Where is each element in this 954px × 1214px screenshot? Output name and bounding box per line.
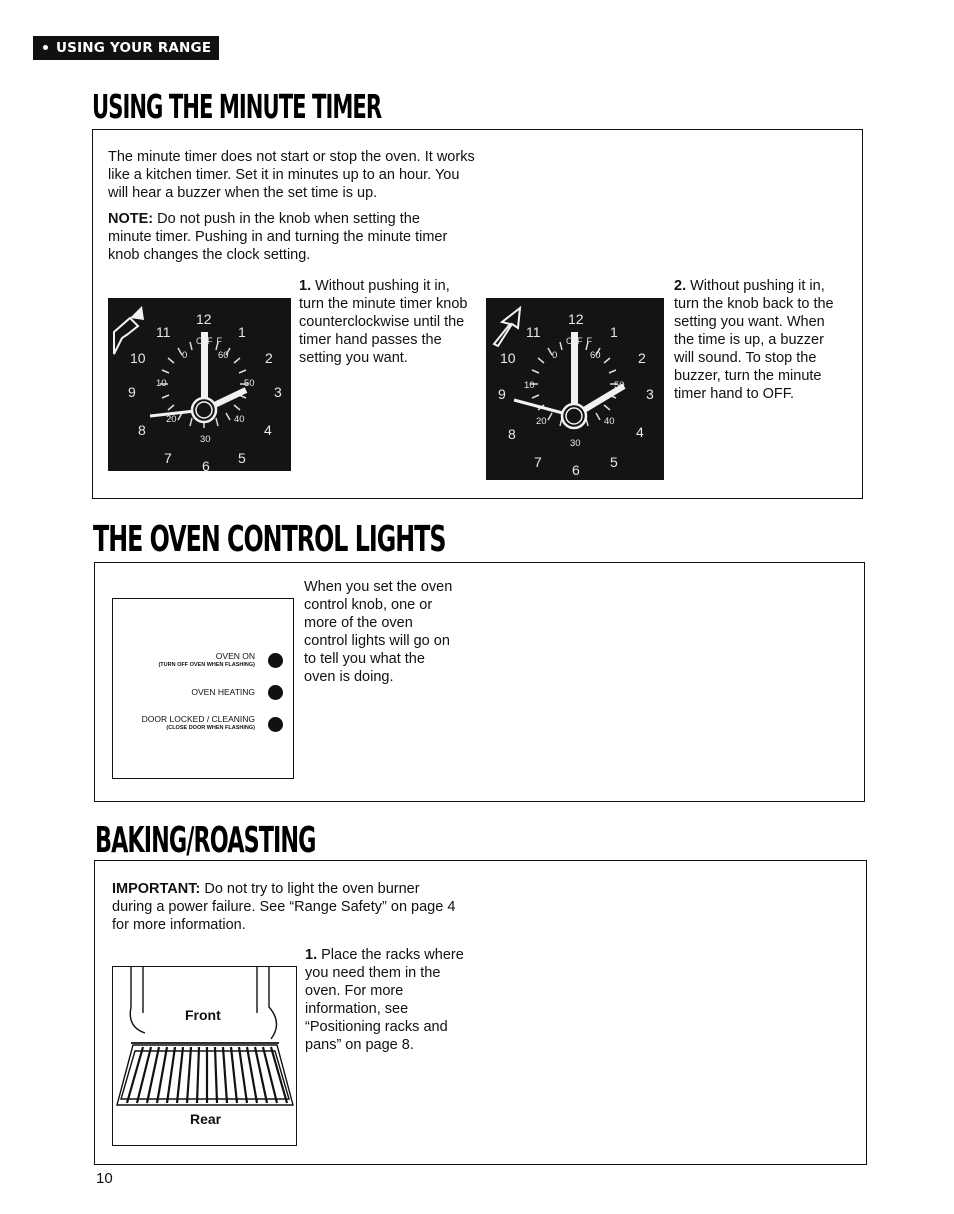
dial-hour-9: 9 <box>128 384 136 400</box>
oven-rack-image <box>112 966 297 1146</box>
dial-hour-1: 1 <box>610 324 618 340</box>
dial-hour-8: 8 <box>508 426 516 442</box>
baking-important <box>112 880 457 934</box>
dial-minute-50: 50 <box>244 378 255 389</box>
dial-minute-0: 0 <box>182 350 188 361</box>
light-sub-oven-on: (TURN OFF OVEN WHEN FLASHING) <box>158 662 255 668</box>
timer-step-2 <box>486 277 838 487</box>
dial-hour-5: 5 <box>238 450 246 466</box>
oven-on-indicator-icon <box>268 653 283 668</box>
baking-step-1 <box>112 946 477 1151</box>
step-2-text: Without pushing it in, turn the knob back to the setting you want. When the time is up, a buzzer will sound. To stop the buzzer, turn the minute timer hand to OFF. <box>674 278 834 402</box>
dial-hour-5: 5 <box>610 454 618 470</box>
dial-hour-3: 3 <box>274 384 282 400</box>
note-text: Do not push in the knob when setting the minute timer. Pushing in and turning the minute timer knob changes the clock setting. <box>108 211 448 263</box>
light-label-oven-heating: OVEN HEATING <box>191 687 255 697</box>
dial-minute-60: 60 <box>218 350 229 361</box>
dial-hour-10: 10 <box>500 350 516 366</box>
baking-section-title: BAKING/ROASTING <box>95 820 316 861</box>
dial-minute-20: 20 <box>536 416 547 427</box>
dial-minute-10: 10 <box>524 380 535 391</box>
important-text: Do not try to light the oven burner during a power failure. See “Range Safety” on page 4 for more information. <box>112 881 456 933</box>
page-number: 10 <box>96 1170 113 1187</box>
timer-dial-image-1 <box>108 298 291 474</box>
dial-hour-12: 12 <box>568 311 584 327</box>
dial-off-label: OFF <box>566 336 596 346</box>
header-label: USING YOUR RANGE <box>56 40 212 56</box>
dial-hour-3: 3 <box>646 386 654 402</box>
timer-dial-image-2 <box>486 298 664 480</box>
dial-minute-40: 40 <box>234 414 245 425</box>
dial-hour-11: 11 <box>156 324 171 340</box>
door-locked-indicator-icon <box>268 717 283 732</box>
dial-minute-10: 10 <box>156 378 167 389</box>
dial-hour-7: 7 <box>164 450 172 466</box>
step-1-text: Without pushing it in, turn the minute timer knob counterclockwise until the timer hand passes the setting you want. <box>299 278 468 366</box>
timer-step-1 <box>108 277 473 487</box>
dial-minute-30: 30 <box>200 434 211 445</box>
dial-hour-10: 10 <box>130 350 146 366</box>
control-panel-image <box>112 598 294 779</box>
important-label: IMPORTANT: <box>112 881 201 897</box>
dial-minute-40: 40 <box>604 416 615 427</box>
dial-off-label: OFF <box>196 336 226 346</box>
rack-rear-label: Rear <box>190 1111 222 1127</box>
dial-hour-2: 2 <box>265 350 273 366</box>
lights-section-title: THE OVEN CONTROL LIGHTS <box>93 519 446 560</box>
dial-minute-50: 50 <box>614 380 625 391</box>
bullet-icon <box>43 45 48 50</box>
step-2-number: 2. <box>674 278 687 294</box>
light-label-oven-on: OVEN ON <box>215 651 255 661</box>
step-1-number: 1. <box>299 278 312 294</box>
timer-section-title: USING THE MINUTE TIMER <box>92 87 382 126</box>
dial-minute-20: 20 <box>166 414 177 425</box>
dial-hour-8: 8 <box>138 422 146 438</box>
oven-heating-indicator-icon <box>268 685 283 700</box>
dial-minute-60: 60 <box>590 350 601 361</box>
timer-intro: The minute timer does not start or stop the oven. It works like a kitchen timer. Set it in minutes up to an hour. You will hear a buzzer when the set time is up. <box>108 149 475 201</box>
dial-hour-2: 2 <box>638 350 646 366</box>
lights-text: When you set the oven control knob, one or more of the oven control lights will go on to tell you what the oven is doing. <box>304 579 453 685</box>
dial-hour-12: 12 <box>196 311 212 327</box>
dial-minute-0: 0 <box>552 350 558 361</box>
baking-step-1-text: Place the racks where you need them in the oven. For more information, see “Positioning racks and pans” on page 8. <box>305 947 464 1053</box>
dial-hour-1: 1 <box>238 324 246 340</box>
timer-note <box>108 210 458 264</box>
light-sub-door-locked: (CLOSE DOOR WHEN FLASHING) <box>166 725 255 731</box>
section-header-bar <box>33 36 219 60</box>
note-label: NOTE: <box>108 211 154 227</box>
dial-hour-4: 4 <box>636 424 644 440</box>
dial-minute-30: 30 <box>570 438 581 449</box>
dial-hour-9: 9 <box>498 386 506 402</box>
baking-step-1-number: 1. <box>305 947 318 963</box>
light-label-door-locked: DOOR LOCKED / CLEANING <box>141 714 255 724</box>
dial-hour-7: 7 <box>534 454 542 470</box>
dial-hour-11: 11 <box>526 324 541 340</box>
lights-content <box>112 578 460 788</box>
dial-hour-4: 4 <box>264 422 272 438</box>
rack-front-label: Front <box>185 1007 221 1023</box>
dial-hour-6: 6 <box>572 462 580 478</box>
dial-hour-6: 6 <box>202 458 210 474</box>
